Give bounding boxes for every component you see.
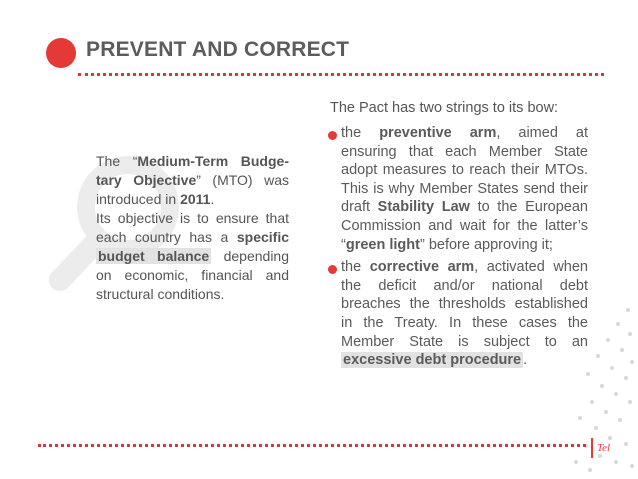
mto-term: Medium-Term Budge-tary Objective	[96, 153, 289, 188]
excessive-debt-highlight: excessive debt procedure	[343, 352, 522, 369]
bullet-dot	[328, 265, 337, 274]
list-item-corrective-arm: the corrective arm, activated when the deficit and/or national debt breaches the thresholds established in the Treaty. In these cases the Member State is subject to an excessive debt procedure .	[328, 258, 588, 370]
svg-text:Tel: Tel	[597, 442, 611, 454]
title-bullet-circle	[46, 38, 76, 68]
brand-logo	[590, 437, 620, 459]
bullet-dot	[328, 131, 337, 140]
mto-year: 2011	[180, 191, 211, 207]
pact-intro: The Pact has two strings to its bow:	[330, 100, 559, 116]
slide-title: PREVENT AND CORRECT	[86, 38, 350, 61]
title-dotted-rule	[78, 73, 604, 76]
mto-intro-paragraph: The “Medium-Term Budge-tary Objective” (MTO) was introduced in 2011.	[96, 153, 289, 207]
mto-description	[96, 152, 289, 304]
budget-balance-highlight: budget balance	[98, 248, 210, 264]
mto-objective-paragraph: Its objective is to ensure that each country has a specific budget balance depending on economic, financial and structural conditions.	[96, 210, 289, 302]
footer-dotted-rule	[38, 444, 586, 447]
list-item-preventive-arm: the preventive arm, aimed at ensuring that each Member State adopt measures to reach their MTOs. This is why Member States send their draft Stability Law to the European Commission and wait for the latter’s “green light” before approving it;	[328, 124, 588, 254]
